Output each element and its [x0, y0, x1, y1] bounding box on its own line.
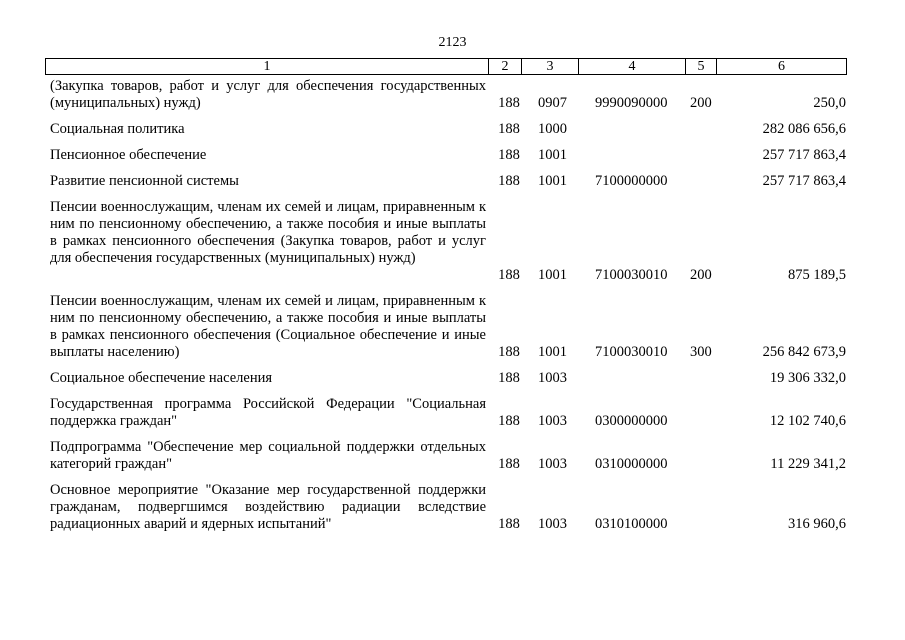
column-header-row [46, 59, 847, 75]
table-row [0, 482, 905, 533]
table-row [0, 396, 905, 430]
row-admin-code: 188 [498, 516, 520, 532]
row-name: Государственная программа Российской Федерации "Социальная поддержка граждан" [50, 396, 486, 429]
row-name: Пенсионное обеспечение [50, 147, 207, 163]
column-header-table [45, 58, 847, 75]
row-amount: 282 086 656,6 [762, 121, 846, 137]
row-expense-type: 300 [690, 344, 712, 360]
row-admin-code: 188 [498, 344, 520, 360]
row-admin-code: 188 [498, 147, 520, 163]
row-section-code: 1001 [538, 267, 567, 283]
row-admin-code: 188 [498, 456, 520, 472]
row-amount: 256 842 673,9 [762, 344, 846, 360]
row-name: Основное мероприятие "Оказание мер государственной поддержки гражданам, подвергшимся воздействию радиации вследствие радиационных аварий и ядерных испытаний" [50, 482, 486, 532]
row-amount: 316 960,6 [788, 516, 846, 532]
row-section-code: 1000 [538, 121, 567, 137]
row-target-code: 7100000000 [595, 173, 668, 189]
row-expense-type: 200 [690, 267, 712, 283]
row-name: (Закупка товаров, работ и услуг для обеспечения государственных (муниципальных) нужд) [50, 78, 486, 111]
row-target-code: 0300000000 [595, 413, 668, 429]
row-target-code: 0310100000 [595, 516, 668, 532]
row-name: Пенсии военнослужащим, членам их семей и лицам, приравненным к ним по пенсионному обеспечению, а также пособия и иные выплаты в рамках пенсионного обеспечения (Закупка товаров, работ и услуг для обеспечения государственных (муниципальных) нужд) [50, 199, 486, 266]
row-name: Развитие пенсионной системы [50, 173, 239, 189]
row-section-code: 1001 [538, 173, 567, 189]
row-admin-code: 188 [498, 370, 520, 386]
table-row [0, 293, 905, 361]
row-amount: 257 717 863,4 [762, 147, 846, 163]
row-amount: 12 102 740,6 [769, 413, 846, 429]
row-amount: 19 306 332,0 [769, 370, 846, 386]
row-section-code: 1001 [538, 147, 567, 163]
column-header-2: 2 [489, 59, 522, 75]
row-section-code: 1003 [538, 516, 567, 532]
row-admin-code: 188 [498, 267, 520, 283]
row-name: Пенсии военнослужащим, членам их семей и лицам, приравненным к ним по пенсионному обеспечению, а также пособия и иные выплаты в рамках пенсионного обеспечения (Социальное обеспечение и иные выплаты населению) [50, 293, 486, 360]
table-row [0, 370, 905, 387]
row-target-code: 7100030010 [595, 267, 668, 283]
table-row [0, 147, 905, 164]
table-row [0, 199, 905, 284]
page-number: 2123 [438, 35, 467, 50]
column-header-3: 3 [522, 59, 579, 75]
table-row [0, 121, 905, 138]
row-section-code: 0907 [538, 95, 567, 111]
row-name: Подпрограмма "Обеспечение мер социальной поддержки отдельных категорий граждан" [50, 439, 486, 472]
table-row [0, 439, 905, 473]
row-admin-code: 188 [498, 121, 520, 137]
column-header-4: 4 [579, 59, 686, 75]
row-section-code: 1001 [538, 344, 567, 360]
row-amount: 875 189,5 [788, 267, 846, 283]
row-expense-type: 200 [690, 95, 712, 111]
column-header-1: 1 [46, 59, 489, 75]
row-target-code: 0310000000 [595, 456, 668, 472]
row-amount: 257 717 863,4 [762, 173, 846, 189]
row-admin-code: 188 [498, 95, 520, 111]
row-section-code: 1003 [538, 413, 567, 429]
row-amount: 250,0 [813, 95, 846, 111]
budget-table-body [0, 78, 905, 542]
table-row [0, 173, 905, 190]
table-row [0, 78, 905, 112]
row-name: Социальное обеспечение населения [50, 370, 273, 386]
column-header-5: 5 [686, 59, 717, 75]
row-section-code: 1003 [538, 370, 567, 386]
row-name: Социальная политика [50, 121, 185, 137]
row-admin-code: 188 [498, 173, 520, 189]
row-amount: 11 229 341,2 [770, 456, 846, 472]
row-section-code: 1003 [538, 456, 567, 472]
row-admin-code: 188 [498, 413, 520, 429]
row-target-code: 7100030010 [595, 344, 668, 360]
row-target-code: 9990090000 [595, 95, 668, 111]
column-header-6: 6 [717, 59, 847, 75]
